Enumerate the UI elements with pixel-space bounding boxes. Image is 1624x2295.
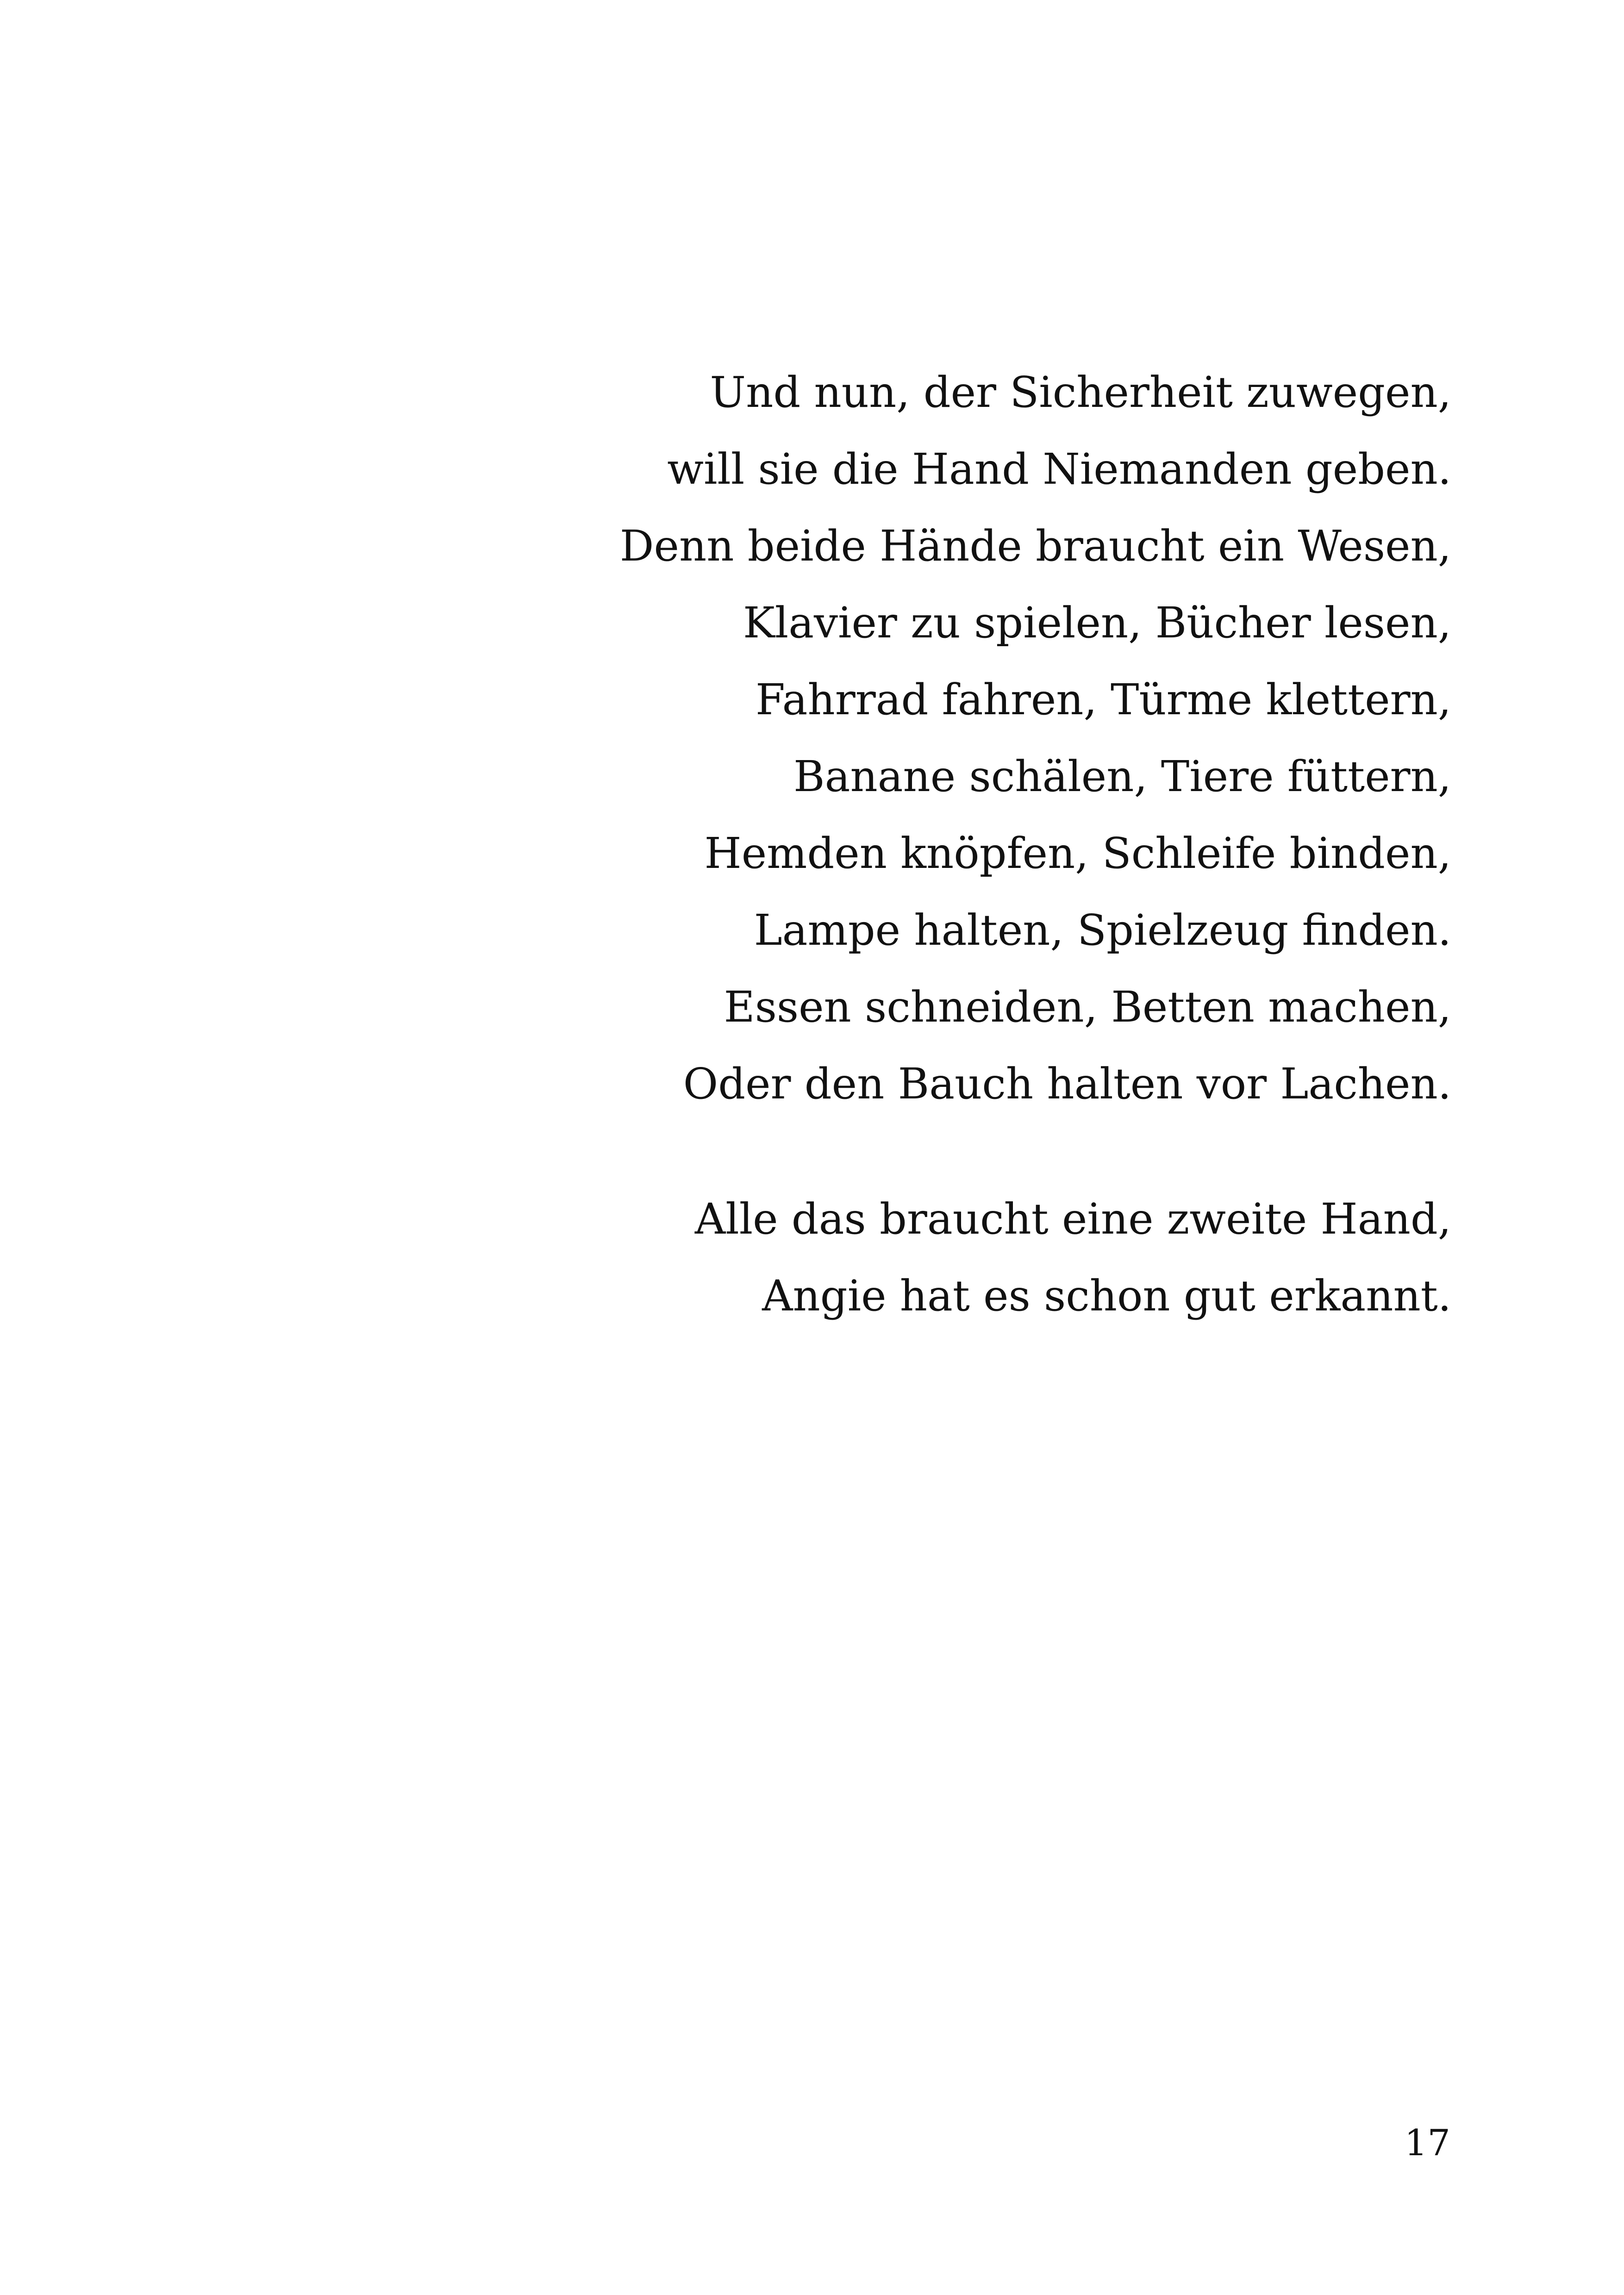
poem-text [572, 354, 1451, 1335]
poem-line: Oder den Bauch halten vor Lachen. [683, 1059, 1451, 1109]
poem-stanza [572, 354, 1451, 1123]
poem-line: Klavier zu spielen, Bücher lesen, [743, 598, 1451, 648]
poem-line: Hemden knöpfen, Schleife binden, [704, 829, 1451, 878]
poem-stanza [572, 1181, 1451, 1335]
poem-line: Und nun, der Sicherheit zuwegen, [710, 368, 1451, 417]
poem-line: Banane schälen, Tiere füttern, [793, 752, 1451, 801]
poem-line: Alle das braucht eine zweite Hand, [694, 1194, 1451, 1244]
poem-line: Denn beide Hände braucht ein Wesen, [619, 521, 1451, 571]
page-number: 17 [1404, 2122, 1450, 2164]
poem-line: will sie die Hand Niemanden geben. [667, 444, 1451, 494]
poem-line: Lampe halten, Spielzeug finden. [754, 905, 1451, 955]
poem-line: Essen schneiden, Betten machen, [724, 982, 1451, 1032]
poem-line: Angie hat es schon gut erkannt. [762, 1271, 1451, 1321]
poem-line: Fahrrad fahren, Türme klettern, [756, 675, 1451, 724]
